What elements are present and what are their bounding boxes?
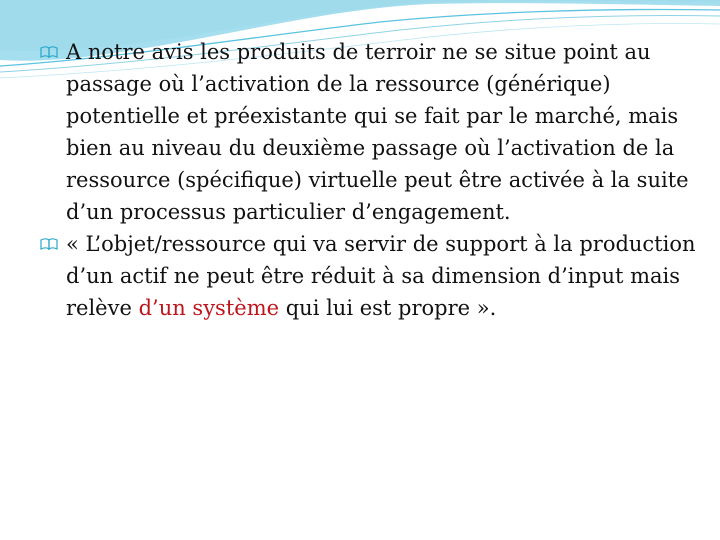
- slide-body: [40, 36, 708, 324]
- highlighted-phrase: d’un système: [138, 296, 280, 320]
- bullet-text: A notre avis les produits de terroir ne se situe point au passage où l’activation de la ressource (générique) potentielle et préexistante qui se fait par le marché, mais bien au niveau du deuxième passage où l’activation de la ressource (spécifique) virtuelle peut être activée à la suite d’un processus particulier d’engagement.: [66, 40, 689, 224]
- bullet-item-2: [40, 228, 708, 324]
- bullet-item-1: [40, 36, 708, 228]
- bullet-text-after: qui lui est propre ».: [279, 296, 497, 320]
- book-bullet-icon: [40, 46, 58, 58]
- book-bullet-icon: [40, 238, 58, 250]
- bullet-text-before: « L’objet/ressource qui va servir de support à la production d’un actif ne peut être réduit à sa dimension d’input mais relève: [66, 232, 696, 320]
